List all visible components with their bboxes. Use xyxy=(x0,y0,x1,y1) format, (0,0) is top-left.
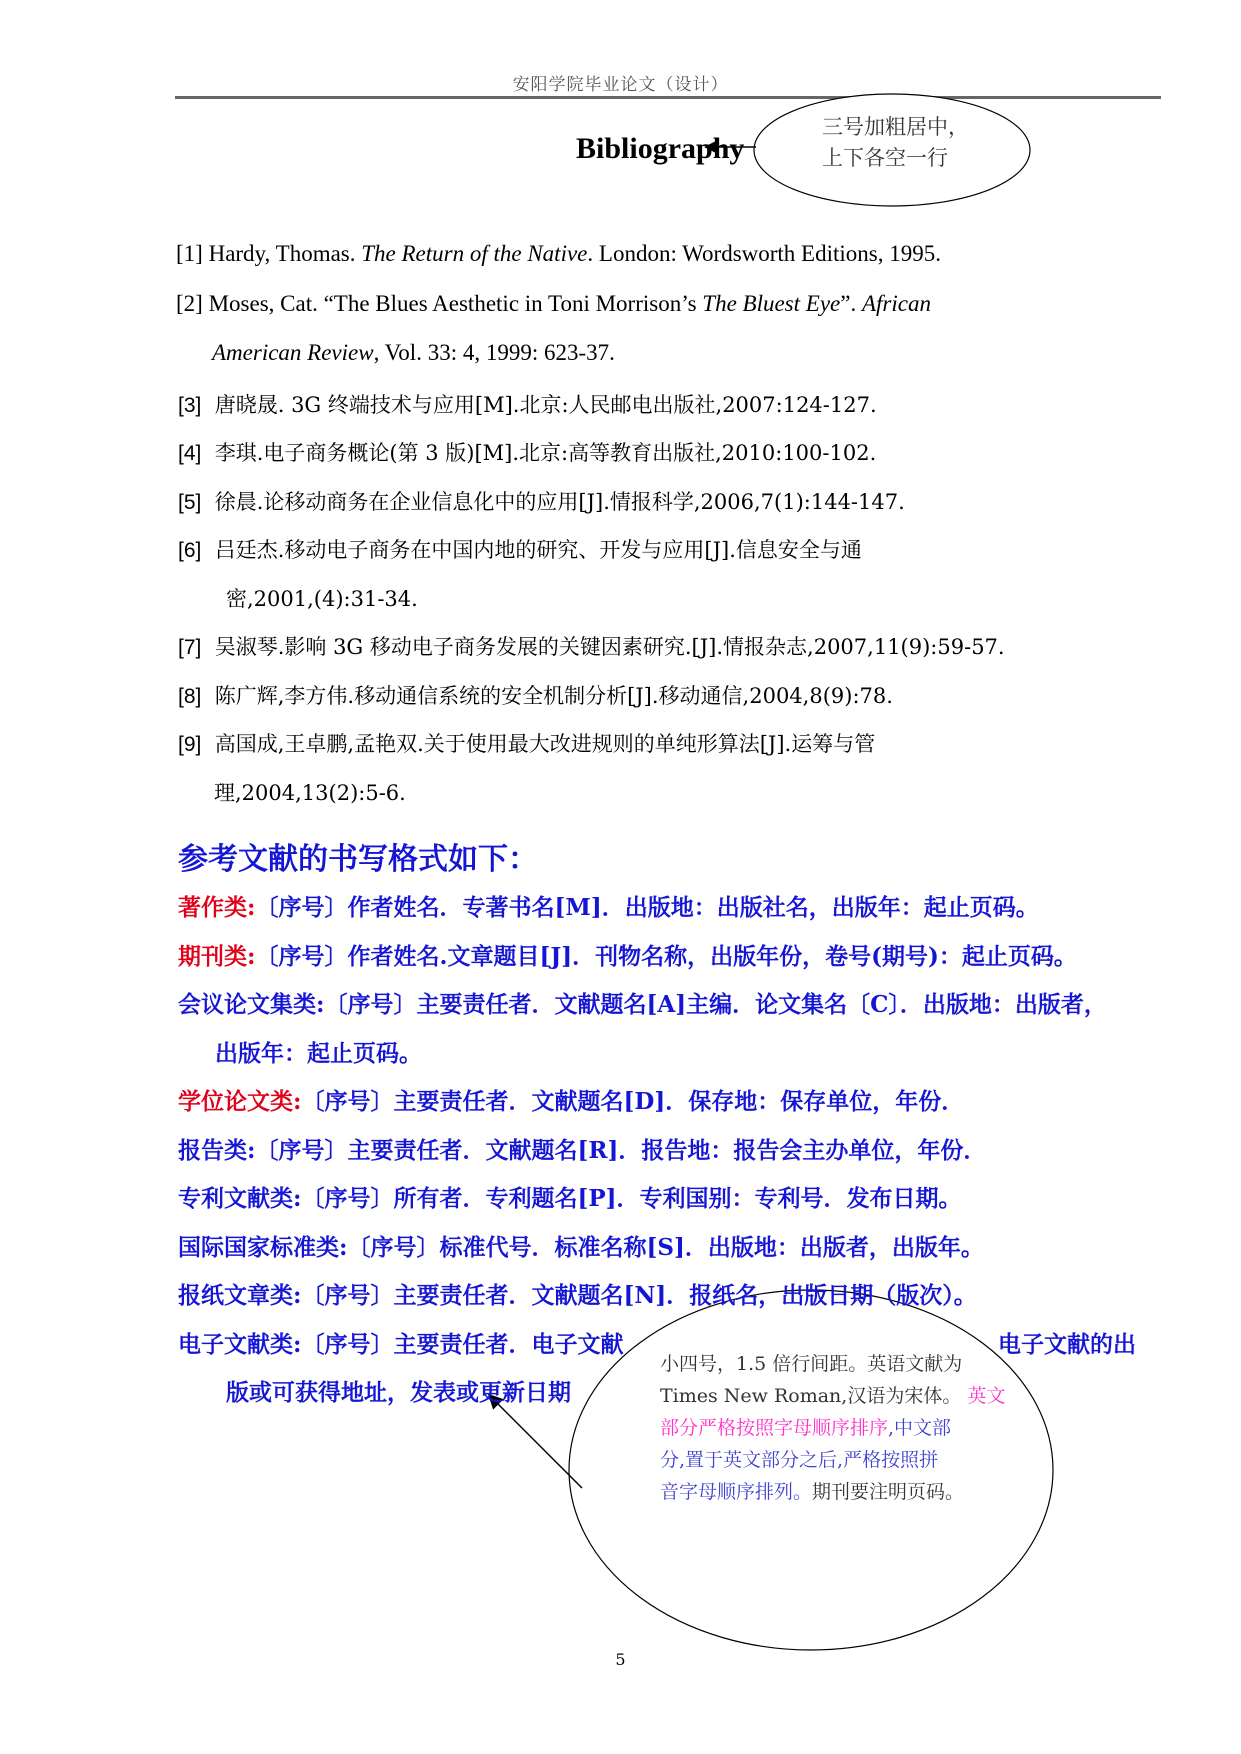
ref-title: The Return of the Native xyxy=(361,241,588,266)
callout-line: 小四号，1.5 倍行间距。英语文献为 xyxy=(660,1353,963,1375)
format-heading: 参考文献的书写格式如下： xyxy=(178,842,538,877)
bottom-callout-arrow xyxy=(490,1396,582,1488)
format-label: 专利文献类: xyxy=(178,1185,302,1212)
format-newspaper xyxy=(178,1277,977,1310)
reference-3 xyxy=(178,389,877,419)
format-electronic xyxy=(178,1326,624,1359)
format-label: 电子文献类: xyxy=(178,1331,302,1358)
format-journal xyxy=(178,938,1077,971)
ref-text: Moses, Cat. “The Blues Aesthetic in Toni Morrison’s xyxy=(208,291,703,316)
format-text: 〔序号〕作者姓名.文章题目[J]．刊物名称，出版年份，卷号(期号)：起止页码。 xyxy=(255,943,1077,970)
page-number: 5 xyxy=(615,1650,626,1669)
callout-span: 英文 xyxy=(967,1385,1006,1407)
format-label: 会议论文集类: xyxy=(178,991,325,1018)
ref-number: [8] xyxy=(178,685,202,708)
reference-7 xyxy=(178,631,1005,661)
format-electronic-continued: 版或可获得地址，发表或更新日期 xyxy=(226,1379,571,1406)
format-label: 著作类: xyxy=(178,894,256,921)
reference-1 xyxy=(176,241,941,267)
format-standard xyxy=(178,1229,984,1262)
ref-number: [7] xyxy=(178,636,202,659)
format-thesis xyxy=(178,1083,964,1116)
format-text: 〔序号〕主要责任者．文献题名[A]主编．论文集名〔C〕．出版地：出版者， xyxy=(324,991,1107,1018)
reference-9-continued: 理,2004,13(2):5-6. xyxy=(214,781,406,805)
ref-text: 李琪.电子商务概论(第 3 版)[M].北京:高等教育出版社,2010:100-102. xyxy=(214,441,877,465)
ref-number: [9] xyxy=(178,733,202,756)
format-label: 学位论文类: xyxy=(178,1088,302,1115)
ref-number: [3] xyxy=(178,394,202,417)
callout-span: 部分严格按照字母顺序排序 xyxy=(660,1417,889,1439)
ref-number: [4] xyxy=(178,442,202,465)
page-header: 安阳学院毕业论文（设计） xyxy=(512,75,729,95)
ref-publication: . London: Wordsworth Editions, 1995. xyxy=(587,241,941,266)
format-label: 报纸文章类: xyxy=(178,1282,302,1309)
ref-number: [5] xyxy=(178,491,202,514)
format-electronic-right: 电子文献的出 xyxy=(998,1331,1136,1358)
format-text: 〔序号〕所有者．专利题名[P]．专利国别：专利号．发布日期。 xyxy=(301,1185,962,1212)
ref-author: Hardy, Thomas. xyxy=(208,241,362,266)
format-report xyxy=(178,1132,986,1165)
callout-line: 分,置于英文部分之后,严格按照拼 xyxy=(660,1449,939,1471)
ref-text: ”. xyxy=(840,291,862,316)
ref-number: [6] xyxy=(178,539,202,562)
ref-text: 高国成,王卓鹏,孟艳双.关于使用最大改进规则的单纯形算法[J].运筹与管 xyxy=(214,732,876,756)
reference-6 xyxy=(178,534,862,564)
format-text: 〔序号〕标准代号．标准名称[S]．出版地：出版者，出版年。 xyxy=(347,1234,984,1261)
callout-line xyxy=(660,1476,1020,1508)
ref-text: 吴淑琴.影响 3G 移动电子商务发展的关键因素研究.[J].情报杂志,2007,11(9):59-57. xyxy=(214,635,1005,659)
format-label: 国际国家标准类: xyxy=(178,1234,348,1261)
format-label: 报告类: xyxy=(178,1137,256,1164)
reference-2-continued xyxy=(212,340,615,366)
format-text: 〔序号〕主要责任者．电子文献 xyxy=(301,1331,624,1358)
top-callout-line2: 上下各空一行 xyxy=(822,146,948,170)
reference-4 xyxy=(178,437,876,467)
ref-text: 陈广辉,李方伟.移动通信系统的安全机制分析[J].移动通信,2004,8(9):78. xyxy=(214,684,893,708)
top-callout-line1: 三号加粗居中， xyxy=(822,115,969,139)
format-label: 期刊类: xyxy=(178,943,256,970)
callout-span: 音字母顺序排列。 xyxy=(660,1481,813,1503)
format-conference xyxy=(178,986,1107,1019)
top-callout-text xyxy=(822,112,969,174)
format-text: 〔序号〕主要责任者．文献题名[R]．报告地：报告会主办单位，年份． xyxy=(255,1137,987,1164)
page-title: Bibliography xyxy=(576,132,745,165)
callout-span: ,中文部 xyxy=(888,1417,952,1439)
reference-5 xyxy=(178,486,905,516)
format-text: 〔序号〕主要责任者．文献题名[D]．保存地：保存单位，年份． xyxy=(301,1088,965,1115)
callout-line xyxy=(660,1380,1020,1412)
format-text: 〔序号〕主要责任者．文献题名[N]．报纸名，出版日期（版次）。 xyxy=(301,1282,977,1309)
reference-8 xyxy=(178,680,893,710)
format-conference-continued: 出版年：起止页码。 xyxy=(215,1040,422,1067)
callout-span: 期刊要注明页码。 xyxy=(812,1481,965,1503)
reference-9 xyxy=(178,728,875,758)
ref-text: 吕廷杰.移动电子商务在中国内地的研究、开发与应用[J].信息安全与通 xyxy=(214,538,862,562)
ref-text: , Vol. 33: 4, 1999: 623-37. xyxy=(373,340,615,365)
ref-text: 唐晓晟. 3G 终端技术与应用[M].北京:人民邮电出版社,2007:124-127. xyxy=(214,393,877,417)
format-text: 〔序号〕作者姓名．专著书名[M]．出版地：出版社名，出版年：起止页码。 xyxy=(255,894,1039,921)
callout-span: Times New Roman,汉语为宋体。 xyxy=(660,1385,962,1407)
ref-text: 徐晨.论移动商务在企业信息化中的应用[J].情报科学,2006,7(1):144-147. xyxy=(214,490,905,514)
ref-title: The Bluest Eye xyxy=(702,291,841,316)
reference-2 xyxy=(176,291,931,317)
ref-number: [2] xyxy=(176,291,203,316)
format-book xyxy=(178,889,1039,922)
format-patent xyxy=(178,1180,962,1213)
ref-journal: African xyxy=(861,291,931,316)
bottom-callout-text xyxy=(660,1348,1020,1508)
ref-number: [1] xyxy=(176,241,203,266)
reference-6-continued: 密,2001,(4):31-34. xyxy=(226,587,418,611)
ref-journal: American Review xyxy=(212,340,374,365)
callout-line xyxy=(660,1412,1020,1444)
